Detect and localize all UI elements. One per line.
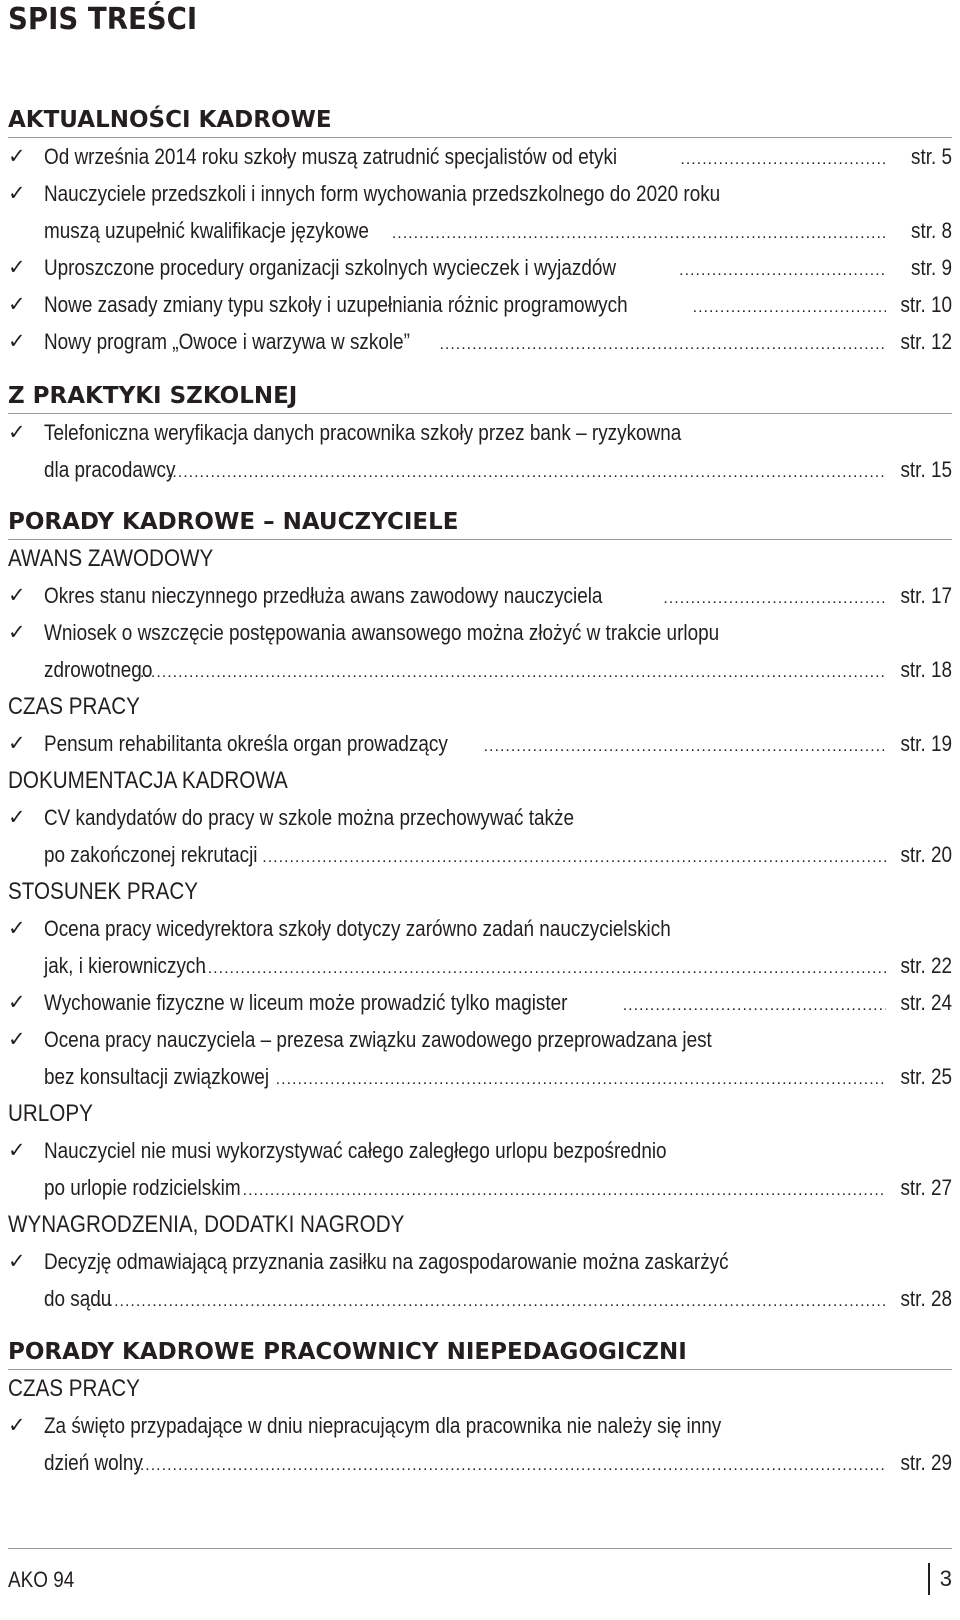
- entry-text: zdrowotnego: [44, 657, 153, 682]
- page-reference: str. 18: [900, 657, 952, 682]
- toc-entry[interactable]: [8, 414, 952, 488]
- entry-last-line: [44, 286, 952, 323]
- page-reference: str. 24: [900, 990, 952, 1015]
- checkmark-icon: ✓: [8, 916, 26, 940]
- checkmark-icon: ✓: [8, 420, 26, 444]
- checkmark-icon: ✓: [8, 731, 26, 755]
- subsection-title: AWANS ZAWODOWY: [8, 545, 214, 572]
- checkmark-icon: ✓: [8, 583, 26, 607]
- page-reference: str. 20: [900, 842, 952, 867]
- checkmark-icon: ✓: [8, 292, 26, 316]
- checkmark-icon: ✓: [8, 990, 26, 1014]
- dot-leader: [392, 215, 886, 252]
- entry-last-line: [44, 577, 952, 614]
- subsection-title: CZAS PRACY: [8, 693, 140, 720]
- dot-leader: [276, 1061, 886, 1098]
- entry-text-line: Ocena pracy wicedyrektora szkoły dotyczy zarówno zadań nauczycielskich: [44, 916, 671, 941]
- checkmark-icon: ✓: [8, 1413, 26, 1437]
- entry-text: Okres stanu nieczynnego przedłuża awans zawodowy nauczyciela: [44, 583, 603, 608]
- entry-last-line: [44, 984, 952, 1021]
- toc-entry[interactable]: [8, 1243, 952, 1317]
- entry-text: Nowe zasady zmiany typu szkoły i uzupełniania różnic programowych: [44, 292, 628, 317]
- toc-entry[interactable]: [8, 138, 952, 175]
- dot-leader: [623, 987, 886, 1024]
- page-reference: str. 25: [900, 1064, 952, 1089]
- subsection-title: STOSUNEK PRACY: [8, 878, 199, 905]
- toc-entry[interactable]: [8, 984, 952, 1021]
- entry-last-line: [44, 451, 952, 488]
- dot-leader: [167, 454, 886, 491]
- toc-entry[interactable]: [8, 725, 952, 762]
- checkmark-icon: ✓: [8, 620, 26, 644]
- page-title: SPIS TREŚCI: [8, 2, 198, 37]
- checkmark-icon: ✓: [8, 1249, 26, 1273]
- page-reference: str. 17: [900, 583, 952, 608]
- entry-text-line: Za święto przypadające w dniu niepracującym dla pracownika nie należy się inny: [44, 1413, 722, 1438]
- toc-entry[interactable]: [8, 614, 952, 688]
- checkmark-icon: ✓: [8, 181, 26, 205]
- checkmark-icon: ✓: [8, 329, 26, 353]
- checkmark-icon: ✓: [8, 1027, 26, 1051]
- entry-text: po zakończonej rekrutacji: [44, 842, 258, 867]
- page-reference: str. 29: [900, 1450, 952, 1475]
- entry-last-line: [44, 1058, 952, 1095]
- toc-entry[interactable]: [8, 323, 952, 360]
- page-reference: str. 10: [900, 292, 952, 317]
- entry-text: jak, i kierowniczych: [44, 953, 206, 978]
- toc-entry[interactable]: [8, 799, 952, 873]
- subsection-title: URLOPY: [8, 1100, 93, 1127]
- entry-last-line: [44, 1280, 952, 1317]
- entry-last-line: [44, 947, 952, 984]
- checkmark-icon: ✓: [8, 1138, 26, 1162]
- section-title: PORADY KADROWE PRACOWNICY NIEPEDAGOGICZNI: [8, 1336, 952, 1370]
- entry-text: Nowy program „Owoce i warzywa w szkole”: [44, 329, 410, 354]
- toc-entry[interactable]: [8, 175, 952, 249]
- dot-leader: [693, 289, 886, 326]
- page-reference: str. 9: [910, 255, 952, 280]
- entry-text-line: CV kandydatów do pracy w szkole można przechowywać także: [44, 805, 575, 830]
- entry-last-line: [44, 212, 952, 249]
- dot-leader: [92, 1283, 886, 1320]
- toc-section: [8, 506, 952, 1317]
- publication-label: AKO 94: [8, 1567, 75, 1592]
- entry-last-line: [44, 138, 952, 175]
- entry-text-line: Decyzję odmawiającą przyznania zasiłku na zagospodarowanie można zaskarżyć: [44, 1249, 729, 1274]
- dot-leader: [439, 326, 886, 363]
- entry-last-line: [44, 725, 952, 762]
- page-reference: str. 15: [900, 457, 952, 482]
- entry-text: do sądu: [44, 1286, 112, 1311]
- entry-text-line: Nauczyciele przedszkoli i innych form wychowania przedszkolnego do 2020 roku: [44, 181, 721, 206]
- toc-entry[interactable]: [8, 249, 952, 286]
- entry-last-line: [44, 249, 952, 286]
- entry-text-line: Wniosek o wszczęcie postępowania awansowego można złożyć w trakcie urlopu: [44, 620, 720, 645]
- entry-text: Pensum rehabilitanta określa organ prowadzący: [44, 731, 448, 756]
- page-reference: str. 28: [900, 1286, 952, 1311]
- toc-section: [8, 104, 952, 360]
- dot-leader: [680, 141, 886, 178]
- toc-section: [8, 380, 952, 488]
- entry-text: dla pracodawcy: [44, 457, 176, 482]
- page-reference: str. 19: [900, 731, 952, 756]
- page-number: 3: [928, 1563, 952, 1595]
- dot-leader: [243, 1172, 886, 1209]
- entry-last-line: [44, 323, 952, 360]
- toc-entry[interactable]: [8, 1407, 952, 1481]
- subsection-title: CZAS PRACY: [8, 1375, 140, 1402]
- page-reference: str. 27: [900, 1175, 952, 1200]
- page-reference: str. 22: [900, 953, 952, 978]
- dot-leader: [663, 580, 886, 617]
- dot-leader: [262, 839, 886, 876]
- entry-text: Od września 2014 roku szkoły muszą zatrudnić specjalistów od etyki: [44, 144, 618, 169]
- entry-text: po urlopie rodzicielskim: [44, 1175, 241, 1200]
- entry-last-line: [44, 1444, 952, 1481]
- entry-text-line: Telefoniczna weryfikacja danych pracownika szkoły przez bank – ryzykowna: [44, 420, 682, 445]
- dot-leader: [484, 728, 886, 765]
- entry-last-line: [44, 651, 952, 688]
- dot-leader: [140, 654, 886, 691]
- page-reference: str. 5: [910, 144, 952, 169]
- subsection-title: WYNAGRODZENIA, DODATKI NAGRODY: [8, 1211, 405, 1238]
- dot-leader: [129, 1447, 886, 1484]
- entry-text-line: Ocena pracy nauczyciela – prezesa związku zawodowego przeprowadzana jest: [44, 1027, 712, 1052]
- toc-entry[interactable]: [8, 1132, 952, 1206]
- subsection-title: DOKUMENTACJA KADROWA: [8, 767, 288, 794]
- section-title: PORADY KADROWE – NAUCZYCIELE: [8, 506, 952, 540]
- entry-last-line: [44, 836, 952, 873]
- entry-text: Uproszczone procedury organizacji szkolnych wycieczek i wyjazdów: [44, 255, 617, 280]
- toc-entry[interactable]: [8, 1021, 952, 1095]
- section-title: AKTUALNOŚCI KADROWE: [8, 104, 952, 138]
- entry-text: bez konsultacji związkowej: [44, 1064, 270, 1089]
- page-reference: str. 12: [900, 329, 952, 354]
- checkmark-icon: ✓: [8, 255, 26, 279]
- toc-entry[interactable]: [8, 286, 952, 323]
- checkmark-icon: ✓: [8, 144, 26, 168]
- page-footer: [8, 1548, 952, 1609]
- dot-leader: [202, 950, 886, 987]
- entry-text: muszą uzupełnić kwalifikacje językowe: [44, 218, 369, 243]
- entry-text: Wychowanie fizyczne w liceum może prowadzić tylko magister: [44, 990, 568, 1015]
- toc-entry[interactable]: [8, 910, 952, 984]
- toc-section: [8, 1336, 952, 1481]
- entry-text-line: Nauczyciel nie musi wykorzystywać całego zaległego urlopu bezpośrednio: [44, 1138, 667, 1163]
- checkmark-icon: ✓: [8, 805, 26, 829]
- toc-entry[interactable]: [8, 577, 952, 614]
- entry-last-line: [44, 1169, 952, 1206]
- dot-leader: [679, 252, 886, 289]
- entry-text: dzień wolny: [44, 1450, 143, 1475]
- section-title: Z PRAKTYKI SZKOLNEJ: [8, 380, 952, 414]
- page-reference: str. 8: [910, 218, 952, 243]
